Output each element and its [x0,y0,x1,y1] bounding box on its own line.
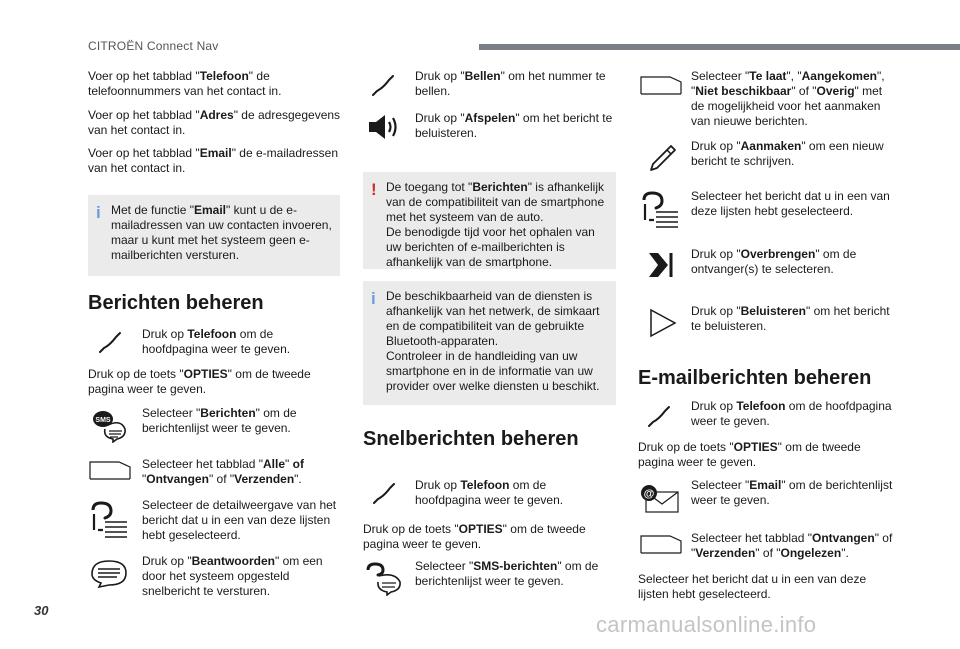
availability-info-note [363,281,616,405]
tab-telefoon-text: Voer op het tabblad "Telefoon" de telefoonnummers van het contact in. [88,69,282,98]
info-icon: i [371,289,376,308]
detail-view-icon [642,190,682,230]
tab-icon [640,76,682,96]
step-bellen: Druk op "Bellen" om het nummer te bellen. [415,69,606,98]
tab-icon [640,535,682,555]
email-badge: @ [643,488,655,500]
call-icon [370,72,398,98]
email-info-note [88,195,340,276]
opties-text: Druk op de toets "OPTIES" om de tweede pagina weer te geven. [88,367,311,396]
phone-icon [97,329,125,355]
header-bar [479,44,960,50]
compatibility-warning-note [363,172,616,269]
tab-email-text: Voer op het tabblad "Email" de e-mailadressen van het contact in. [88,146,339,175]
opties-text: Druk op de toets "OPTIES" om de tweede pagina weer te geven. [638,440,861,469]
manual-title: CITROËN Connect Nav [88,39,219,53]
sms-message-icon [91,409,131,443]
step-email-tabblad: Selecteer het tabblad "Ontvangen" of "Verzenden" of "Ongelezen". [691,531,893,560]
step-beluisteren: Druk op "Beluisteren" om het bericht te beluisteren. [691,304,890,333]
pencil-icon [645,140,679,174]
step-afspelen: Druk op "Afspelen" om het bericht te beluisteren. [415,111,613,140]
sms-badge: SMS [95,417,111,424]
heading-e-mailberichten-beheren: E-mailberichten beheren [638,367,872,389]
play-icon [648,308,678,338]
sms-list-icon [365,562,405,596]
compatibility-warning-text: De toegang tot "Berichten" is afhankelijk van de compatibiliteit van de smartphone met het systeem van de auto. De benodigde tijd voor het ophalen van uw berichten of e-mailberichten is afhankelijk van de smartphone. [386,180,605,269]
phone-icon [646,403,674,429]
page-number: 30 [34,603,49,618]
heading-snelberichten-beheren: Snelberichten beheren [363,428,579,450]
step-telefoon: Druk op Telefoon om de hoofdpagina weer te geven. [142,327,291,356]
step-bericht-selecteren: Selecteer het bericht dat u in een van deze lijsten hebt geselecteerd. [691,189,890,218]
tab-icon [89,461,131,481]
tab-adres-text: Voer op het tabblad "Adres" de adresgegevens van het contact in. [88,108,341,137]
forward-icon [646,250,676,280]
step-tabblad: Selecteer het tabblad "Alle" of "Ontvangen" of "Verzenden". [142,457,304,486]
reply-icon [89,558,129,588]
step-snelbericht-categorie: Selecteer "Te laat", "Aangekomen", "Niet beschikbaar" of "Overig" met de mogelijkheid voor het aanmaken van nieuwe berichten. [691,69,885,128]
step-telefoon: Druk op Telefoon om de hoofdpagina weer te geven. [415,478,564,507]
watermark: carmanualsonline.info [596,612,817,637]
step-email: Selecteer "Email" om de berichtenlijst weer te geven. [691,478,893,507]
step-berichten: Selecteer "Berichten" om de berichtenlijst weer te geven. [142,406,297,435]
warning-icon: ! [371,180,377,199]
availability-info-text: De beschikbaarheid van de diensten is afhankelijk van het netwerk, de simkaart en de compatibiliteit van de gebruikte Bluetooth-apparaten. Controleer in de handleiding van uw smartphone en in de informatie van uw provider over welke diensten u beschikt. [386,289,600,393]
detail-view-icon [91,500,131,540]
phone-icon [371,480,399,506]
email-info-note-text: Met de functie "Email" kunt u de e-mailadressen van uw contacten invoeren, maar u kunt met het systeem geen e-mailberichten versturen. [111,203,332,262]
email-icon [640,484,680,514]
email-bericht-selecteren: Selecteer het bericht dat u in een van deze lijsten hebt geselecteerd. [638,572,867,601]
step-detailweergave: Selecteer de detailweergave van het bericht dat u in een van deze lijsten hebt geselecteerd. [142,498,337,542]
step-sms-berichten: Selecteer "SMS-berichten" om de berichtenlijst weer te geven. [415,559,599,588]
opties-text: Druk op de toets "OPTIES" om de tweede pagina weer te geven. [363,522,586,551]
heading-berichten-beheren: Berichten beheren [88,292,264,314]
step-beantwoorden: Druk op "Beantwoorden" om een door het systeem opgesteld snelbericht te versturen. [142,554,323,598]
step-overbrengen: Druk op "Overbrengen" om de ontvanger(s) te selecteren. [691,247,857,276]
step-telefoon: Druk op Telefoon om de hoofdpagina weer te geven. [691,399,892,428]
step-aanmaken: Druk op "Aanmaken" om een nieuw bericht te schrijven. [691,139,884,168]
speaker-icon [367,112,403,142]
info-icon: i [96,203,101,222]
